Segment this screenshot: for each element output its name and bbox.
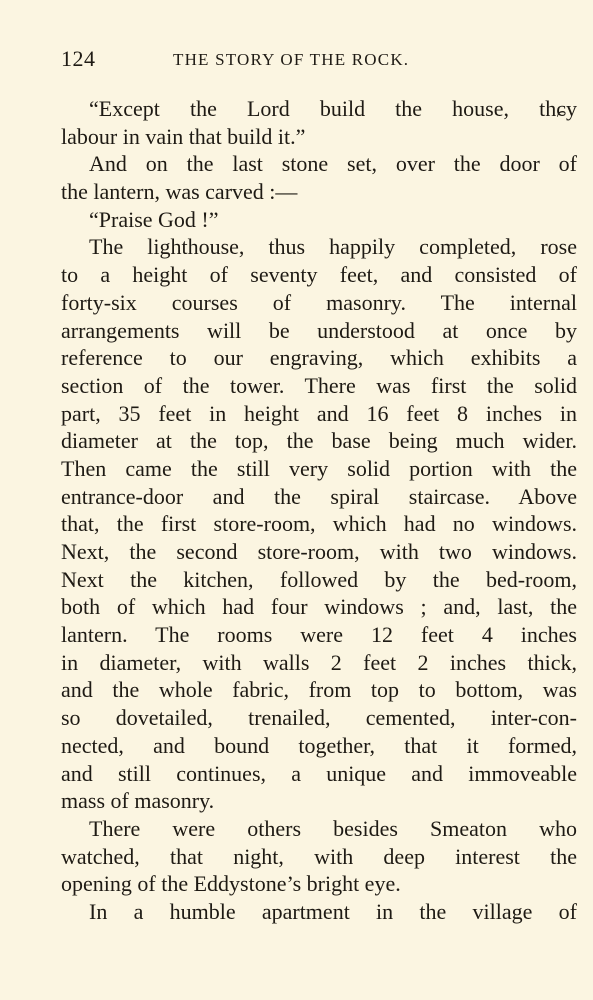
text-line: and still continues, a unique and immoveable (61, 760, 577, 786)
text-line: both of which had four windows ; and, last, the (61, 594, 577, 620)
text-line: in diameter, with walls 2 feet 2 inches thick, (61, 649, 577, 675)
text-line: lantern. The rooms were 12 feet 4 inches (61, 622, 577, 648)
text-line: Then came the still very solid portion with the (61, 455, 577, 481)
text-line: diameter at the top, the base being much wider. (61, 428, 577, 454)
body-text (61, 95, 577, 926)
text-line: “Praise God !” (89, 206, 219, 232)
page-number: 124 (61, 46, 96, 71)
text-line: In a humble apartment in the village of (89, 898, 577, 924)
text-line: The lighthouse, thus happily completed, rose (89, 234, 577, 260)
text-line: and the whole fabric, from top to bottom, was (61, 677, 577, 703)
text-line: forty-six courses of masonry. The internal (61, 289, 577, 315)
text-line: opening of the Eddystone’s bright eye. (61, 871, 401, 897)
text-line: the lantern, was carved :— (61, 179, 298, 205)
text-line: to a height of seventy feet, and consisted of (61, 262, 577, 288)
text-line: “Except the Lord build the house, thɕy (89, 96, 577, 121)
page-header (61, 44, 577, 74)
text-line: section of the tower. There was first the solid (61, 372, 577, 398)
text-line: Next the kitchen, followed by the bed-room, (61, 566, 577, 592)
text-line: And on the last stone set, over the door of (89, 151, 577, 177)
text-line: that, the first store-room, which had no windows. (61, 511, 577, 537)
text-line: There were others besides Smeaton who (89, 815, 577, 841)
text-line: labour in vain that build it.” (61, 123, 306, 149)
text-line: part, 35 feet in height and 16 feet 8 inches in (61, 400, 577, 426)
text-line: watched, that night, with deep interest the (61, 843, 577, 869)
text-line: nected, and bound together, that it formed, (61, 732, 577, 758)
text-line: so dovetailed, trenailed, cemented, inter-con- (61, 705, 577, 731)
running-head: THE STORY OF THE ROCK. (173, 50, 410, 69)
text-line: mass of masonry. (61, 788, 215, 814)
text-line: arrangements will be understood at once by (61, 317, 577, 343)
text-line: entrance-door and the spiral staircase. Above (61, 483, 577, 509)
text-line: Next, the second store-room, with two windows. (61, 539, 577, 564)
text-line: reference to our engraving, which exhibits a (61, 345, 577, 371)
